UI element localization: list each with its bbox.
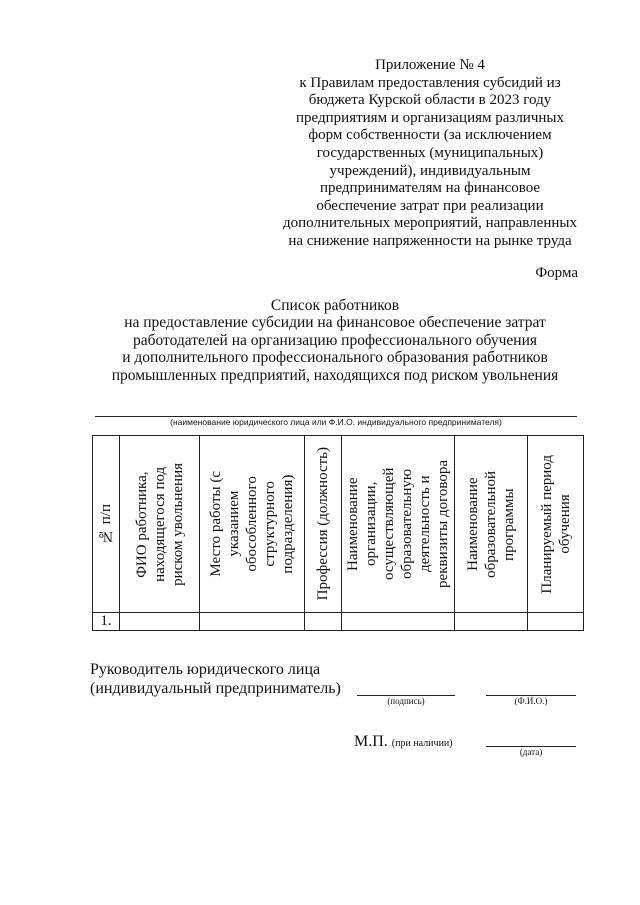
list-title-line: Список работников [270, 297, 400, 314]
table-cell[interactable] [305, 613, 342, 631]
column-header-fio: ФИО работника, находящегося под риском увольнения [120, 436, 200, 613]
table-cell[interactable] [528, 613, 584, 631]
table-cell[interactable] [120, 613, 200, 631]
appendix-line: обеспечение затрат при реализации [316, 197, 544, 214]
column-header-workplace: Место работы (с указанием обособленного структурного подразделения) [200, 436, 305, 613]
stamp-label [354, 733, 453, 751]
fio-caption: (Ф.И.О.) [514, 696, 548, 706]
workers-table [92, 435, 584, 631]
column-header-program: Наименование образовательной программы [455, 436, 528, 613]
table-row [93, 613, 584, 631]
column-header-number: № п/п [93, 436, 120, 613]
appendix-line: бюджета Курской области в 2023 году [308, 92, 552, 109]
signature-caption: (подпись) [387, 696, 425, 706]
stamp-mp-text: М.П. [354, 733, 388, 750]
appendix-line: предприятиям и организациям различных [296, 109, 564, 126]
table-cell[interactable] [455, 613, 528, 631]
date-caption: (дата) [519, 747, 543, 757]
appendix-line: на снижение напряженности на рынке труда [288, 232, 572, 249]
list-title-line: промышленных предприятий, находящихся под риском увольнения [111, 366, 559, 384]
forma-label: Форма [535, 265, 578, 281]
head-signature-line: (индивидуальный предприниматель) [90, 680, 341, 697]
appendix-line: предпринимателям на финансовое [319, 180, 541, 197]
list-title-line: на предоставление субсидии на финансовое обеспечение затрат [124, 314, 546, 332]
list-title [60, 297, 610, 384]
appendix-line: к Правилам предоставления субсидий из [299, 74, 561, 91]
head-signature-label [90, 660, 341, 698]
appendix-line: учреждений), индивидуальным [329, 162, 531, 179]
org-name-caption: (наименование юридического лица или Ф.И.О. индивидуального предпринимателя) [170, 417, 502, 427]
column-header-education-org: Наименование организации, осуществляющей образовательную деятельность и реквизиты договора [342, 436, 455, 613]
table-cell[interactable] [200, 613, 305, 631]
table-header-row [93, 436, 584, 613]
table-cell-number: 1. [93, 613, 120, 631]
appendix-line: форм собственности (за исключением [308, 127, 552, 144]
appendix-line: государственных (муниципальных) [316, 144, 544, 161]
column-header-profession: Профессия (должность) [305, 436, 342, 613]
list-title-line: и дополнительного профессионального образования работников [122, 349, 548, 367]
head-signature-line: Руководитель юридического лица [90, 661, 321, 678]
list-title-line: работодателей на организацию профессионального обучения [132, 331, 537, 349]
appendix-line: дополнительных мероприятий, направленных [283, 215, 577, 232]
stamp-note: (при наличии) [391, 738, 453, 749]
appendix-header [272, 57, 588, 251]
table-cell[interactable] [342, 613, 455, 631]
column-header-period: Планируемый период обучения [528, 436, 584, 613]
appendix-line: Приложение № 4 [375, 57, 485, 73]
